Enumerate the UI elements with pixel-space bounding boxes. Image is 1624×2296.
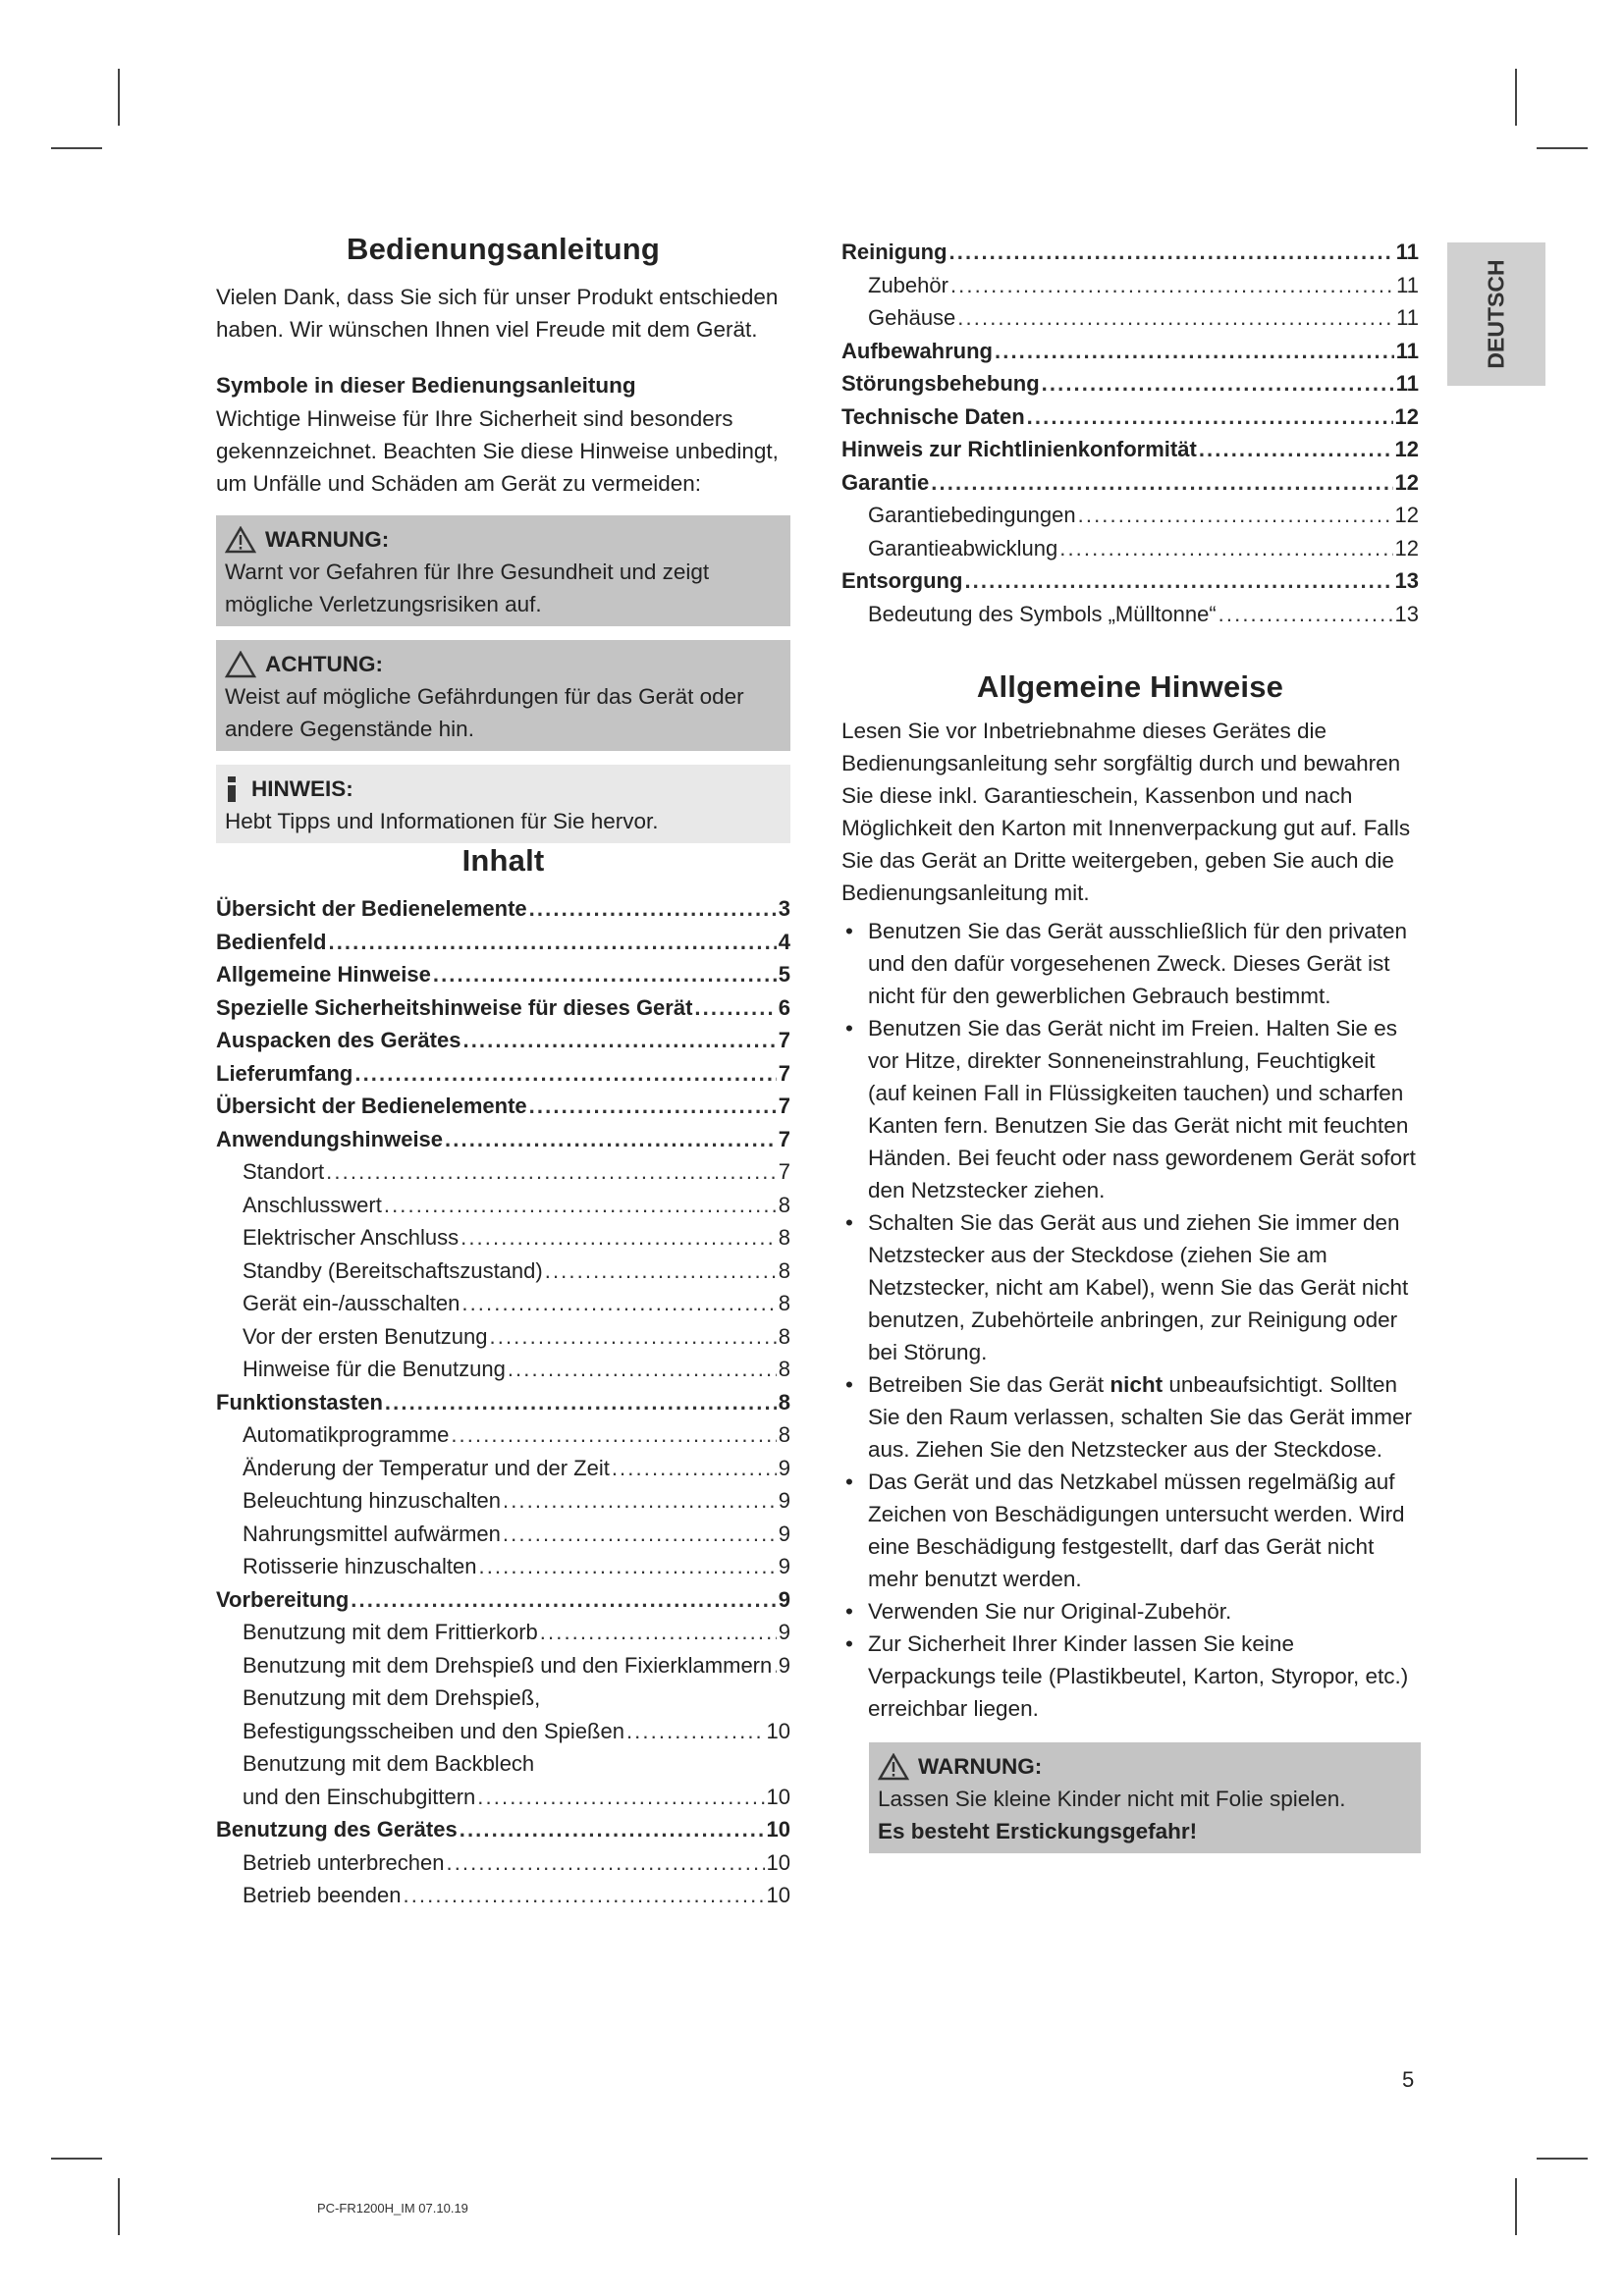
toc-entry-page: 11	[1395, 338, 1419, 363]
toc-entry-title: Aufbewahrung	[841, 338, 993, 363]
toc-entry-title: Nahrungsmittel aufwärmen	[243, 1521, 501, 1546]
crop-mark	[1515, 69, 1517, 126]
toc-entry	[216, 1287, 790, 1320]
toc-entry-page: 10	[766, 1817, 790, 1842]
toc-entry-page: 10	[766, 1784, 790, 1809]
toc-entry-page: 11	[1395, 371, 1419, 396]
toc-leader-dots	[461, 1287, 776, 1320]
page-number: 5	[1402, 2067, 1415, 2092]
toc-entry-page: 8	[778, 1291, 790, 1315]
toc-entry-title: Rotisserie hinzuschalten	[243, 1554, 477, 1578]
language-tab-label: DEUTSCH	[1483, 259, 1509, 369]
toc-entry-title: Benutzung mit dem Drehspieß und den Fixierklammern	[243, 1652, 773, 1678]
toc-entry-title: Funktionstasten	[216, 1389, 383, 1415]
toc-entry-title: Betrieb beenden	[243, 1883, 402, 1907]
toc-entry-title: Beleuchtung hinzuschalten	[243, 1488, 501, 1513]
caution-text: Weist auf mögliche Gefährdungen für das Gerät oder andere Gegenstände hin.	[225, 684, 744, 741]
toc-entry-title: Automatikprogramme	[243, 1422, 450, 1447]
toc-entry	[841, 466, 1419, 500]
toc-leader-dots	[1027, 400, 1393, 434]
toc-entry-page: 9	[778, 1455, 790, 1480]
manual-title: Bedienungsanleitung	[347, 232, 660, 266]
crop-mark	[1537, 2158, 1588, 2160]
list-item: • Schalten Sie das Gerät aus und ziehen Sie immer den Netzstecker aus der Steckdose (ziehen Sie am Netzstecker, nicht am Kabel), wenn Sie das Gerät nicht benutzen, Zubehörteile anbringen, zur Reinigung oder bei Störung.	[845, 1210, 1409, 1364]
toc-entry	[216, 1452, 790, 1485]
note-text: Hebt Tipps und Informationen für Sie hervor.	[225, 809, 659, 833]
toc-entry	[216, 892, 790, 926]
toc-entry-title: Hinweis zur Richtlinienkonformität	[841, 437, 1197, 461]
toc-entry-page: 12	[1394, 535, 1419, 561]
toc-entry-title: Übersicht der Bedienelemente	[216, 896, 527, 921]
toc-entry	[216, 1649, 790, 1682]
toc-leader-dots	[774, 1649, 777, 1682]
toc-entry-page: 7	[778, 1126, 790, 1151]
footer-code: PC-FR1200H_IM 07.10.19	[317, 2201, 468, 2216]
toc-entry-title: Anwendungshinweise	[216, 1126, 444, 1151]
toc-leader-dots	[612, 1452, 777, 1485]
general-bullets	[841, 915, 1419, 1725]
toc-entry-page: 8	[778, 1323, 790, 1349]
note-box	[216, 765, 790, 843]
toc-entry-page: 4	[778, 929, 790, 954]
toc-entry-page: 12	[1394, 437, 1419, 461]
symbols-heading: Symbole in dieser Bedienungsanleitung	[216, 373, 636, 398]
toc-entry-title: Allgemeine Hinweise	[216, 962, 431, 987]
toc-entry-page: 10	[766, 1718, 790, 1743]
toc-entry-title: Vor der ersten Benutzung	[243, 1323, 488, 1349]
toc-entry-title: Auspacken des Gerätes	[216, 1028, 461, 1052]
toc-entry	[216, 1418, 790, 1452]
toc-entry-page: 10	[766, 1883, 790, 1907]
toc-entry-title: Übersicht der Bedienelemente	[216, 1094, 527, 1118]
toc-entry-page: 9	[778, 1488, 790, 1513]
list-item: • Verwenden Sie nur Original-Zubehör.	[845, 1599, 1232, 1624]
toc-entry	[216, 1715, 790, 1748]
toc-leader-dots	[503, 1484, 777, 1518]
toc-entry-page: 8	[778, 1389, 790, 1415]
toc-entry-title: Elektrischer Anschluss	[243, 1225, 460, 1250]
children-warning-box	[869, 1742, 1421, 1853]
toc-entry	[216, 1189, 790, 1222]
toc-leader-dots	[931, 466, 1392, 500]
toc-entry-page: 12	[1394, 503, 1419, 527]
crop-mark	[51, 147, 102, 149]
toc-leader-dots	[626, 1715, 765, 1748]
toc-leader-dots	[1218, 598, 1393, 631]
right-column	[841, 236, 1419, 1853]
toc-entry-title: Vorbereitung	[216, 1586, 350, 1612]
warning-triangle-icon	[225, 526, 256, 554]
caution-triangle-icon	[225, 651, 256, 678]
children-warning-bold: Es besteht Erstickungsgefahr!	[878, 1819, 1198, 1843]
toc-leader-dots	[1042, 367, 1394, 400]
symbols-text: Wichtige Hinweise für Ihre Sicherheit sind besonders gekennzeichnet. Beachten Sie diese Hinweise unbedingt, um Unfälle und Schäden am Gerät zu vermeiden:	[216, 406, 779, 496]
toc-entry-page: 8	[778, 1257, 790, 1283]
toc-entry-page: 12	[1394, 469, 1419, 495]
toc-entry	[216, 1155, 790, 1189]
list-item: • Zur Sicherheit Ihrer Kinder lassen Sie keine Verpackungs teile (Plastikbeutel, Karton, Styropor, etc.) erreichbar liegen.	[845, 1631, 1409, 1721]
toc-entry-page: 12	[1394, 403, 1419, 429]
toc-entry-title: und den Einschubgittern	[243, 1784, 476, 1809]
toc-entry-page: 9	[778, 1586, 790, 1612]
toc-entry	[841, 335, 1419, 368]
toc-leader-dots	[326, 1155, 777, 1189]
toc-entry-page: 8	[778, 1192, 790, 1217]
toc-entry-page: 5	[778, 962, 790, 987]
crop-mark	[118, 69, 120, 126]
toc-entry-title: Reinigung	[841, 240, 947, 264]
toc-leader-dots	[694, 991, 776, 1025]
toc-entry-title: Garantieabwicklung	[868, 535, 1058, 561]
toc-entry	[841, 532, 1419, 565]
toc-entry	[841, 367, 1419, 400]
toc-entry-title: Bedeutung des Symbols „Mülltonne“	[868, 601, 1217, 626]
toc-entry	[841, 301, 1419, 335]
warning-triangle-icon	[878, 1753, 909, 1781]
toc-entry	[841, 499, 1419, 532]
toc-entry-title: Hinweise für die Benutzung	[243, 1357, 506, 1381]
toc-entry	[216, 1320, 790, 1354]
crop-mark	[1537, 147, 1588, 149]
toc-entry-title: Garantie	[841, 469, 930, 495]
toc-entry	[841, 236, 1419, 269]
toc-entry-page: 7	[778, 1159, 790, 1184]
toc-entry	[216, 1090, 790, 1123]
toc-entry-page: 7	[778, 1094, 790, 1118]
toc-leader-dots	[957, 301, 1394, 335]
toc-entry-title: Garantiebedingungen	[868, 503, 1076, 527]
toc-leader-dots	[529, 1090, 777, 1123]
toc-leader-dots	[385, 1386, 777, 1419]
general-intro: Lesen Sie vor Inbetriebnahme dieses Gerätes die Bedienungsanleitung sehr sorgfältig durch und bewahren Sie diese inkl. Garantieschein, Kassenbon und nach Möglichkeit den Karton mit Innenverpackung gut auf. Falls Sie das Gerät an Dritte weitergeben, geben Sie auch die Bedienungsanleitung mit.	[841, 719, 1411, 905]
toc-entry-page: 8	[778, 1225, 790, 1250]
toc-leader-dots	[460, 1813, 765, 1846]
toc-entry-title: Bedienfeld	[216, 929, 327, 954]
toc-leader-dots	[1199, 433, 1393, 466]
toc-entry	[216, 1484, 790, 1518]
toc-entry-title: Gehäuse	[868, 305, 956, 330]
toc-entry-page: 11	[1396, 305, 1419, 330]
toc-leader-dots	[1059, 532, 1392, 565]
toc-leader-dots	[462, 1024, 776, 1057]
toc-entry	[216, 1353, 790, 1386]
toc-entry	[841, 400, 1419, 434]
toc-entry	[216, 1550, 790, 1583]
toc-leader-dots	[503, 1518, 777, 1551]
toc-entry-page: 13	[1394, 568, 1419, 593]
info-icon	[225, 775, 243, 803]
toc-leader-dots	[403, 1879, 764, 1912]
toc-entry-page: 9	[778, 1554, 790, 1578]
toc-entry-page: 11	[1396, 272, 1419, 297]
list-item: • Benutzen Sie das Gerät ausschließlich für den privaten und den dafür vorgesehenen Zweck. Dieses Gerät ist nicht für den gewerblichen Gebrauch bestimmt.	[845, 919, 1408, 1008]
toc-entry	[216, 1682, 790, 1715]
toc-entry	[216, 1221, 790, 1255]
toc-entry	[216, 1747, 790, 1781]
toc-leader-dots	[490, 1320, 777, 1354]
crop-mark	[118, 2178, 120, 2235]
toc-entry	[216, 1255, 790, 1288]
toc-leader-dots	[995, 335, 1394, 368]
toc-entry-title: Benutzung mit dem Drehspieß,	[243, 1685, 541, 1710]
toc-entry	[841, 564, 1419, 598]
toc-entry	[216, 958, 790, 991]
toc-entry-page: 3	[778, 896, 790, 921]
toc-entry-title: Benutzung des Gerätes	[216, 1817, 458, 1842]
toc-leader-dots	[445, 1123, 777, 1156]
warning-box	[216, 515, 790, 626]
toc-left-list	[216, 892, 790, 1912]
toc-leader-dots	[545, 1255, 777, 1288]
toc-entry-page: 13	[1394, 601, 1419, 626]
toc-leader-dots	[328, 926, 776, 959]
general-title: Allgemeine Hinweise	[976, 669, 1284, 704]
crop-mark	[51, 2158, 102, 2160]
toc-entry-title: Standby (Bereitschaftszustand)	[243, 1257, 543, 1283]
toc-entry-title: Spezielle Sicherheitshinweise für dieses Gerät	[216, 994, 693, 1020]
toc-leader-dots	[351, 1583, 776, 1617]
intro-text: Vielen Dank, dass Sie sich für unser Produkt entschieden haben. Wir wünschen Ihnen viel Freude mit dem Gerät.	[216, 285, 779, 342]
toc-entry	[216, 1846, 790, 1880]
list-item: • Betreiben Sie das Gerät nicht unbeaufsichtigt. Sollten Sie den Raum verlassen, schalten Sie das Gerät immer aus. Ziehen Sie den Netzstecker aus der Steckdose.	[845, 1372, 1412, 1462]
toc-entry-page: 11	[1395, 240, 1419, 264]
toc-entry	[216, 926, 790, 959]
left-column	[216, 232, 790, 1912]
toc-leader-dots	[446, 1846, 764, 1880]
note-label: HINWEIS:	[251, 776, 353, 801]
list-item: • Das Gerät und das Netzkabel müssen regelmäßig auf Zeichen von Beschädigungen untersucht werden. Wird eine Beschädigung festgestellt, darf das Gerät nicht mehr benutzt werden.	[845, 1469, 1405, 1591]
toc-entry-title: Änderung der Temperatur und der Zeit	[243, 1455, 610, 1480]
toc-entry-title: Betrieb unterbrechen	[243, 1849, 445, 1875]
toc-entry-title: Benutzung mit dem Frittierkorb	[243, 1620, 538, 1644]
toc-entry-title: Benutzung mit dem Backblech	[243, 1751, 535, 1776]
toc-title: Inhalt	[461, 843, 545, 878]
toc-leader-dots	[451, 1418, 776, 1452]
toc-entry-title: Befestigungsscheiben und den Spießen	[243, 1718, 624, 1743]
toc-leader-dots	[964, 564, 1392, 598]
toc-entry-page: 9	[778, 1652, 790, 1678]
toc-entry	[216, 1879, 790, 1912]
warning-label: WARNUNG:	[265, 527, 390, 552]
toc-leader-dots	[354, 1057, 776, 1091]
toc-leader-dots	[384, 1189, 777, 1222]
toc-leader-dots	[477, 1781, 764, 1814]
children-warning-label: WARNUNG:	[918, 1754, 1043, 1779]
toc-leader-dots	[529, 892, 777, 926]
toc-leader-dots	[460, 1221, 777, 1255]
toc-entry-page: 6	[778, 994, 790, 1020]
toc-entry-title: Technische Daten	[841, 403, 1025, 429]
toc-leader-dots	[1078, 499, 1393, 532]
toc-leader-dots	[540, 1616, 777, 1649]
toc-entry-title: Entsorgung	[841, 568, 963, 593]
caution-box	[216, 640, 790, 751]
toc-entry-page: 9	[778, 1521, 790, 1546]
toc-entry	[216, 1057, 790, 1091]
list-item: • Benutzen Sie das Gerät nicht im Freien. Halten Sie es vor Hitze, direkter Sonneneinstrahlung, Feuchtigkeit (auf keinen Fall in Flüssigkeiten tauchen) und scharfen Kanten fern. Benutzen Sie das Gerät nicht mit feuchten Händen. Bei feucht oder nass gewordenem Gerät sofort den Netzstecker ziehen.	[845, 1016, 1416, 1202]
toc-entry	[216, 1781, 790, 1814]
toc-entry	[216, 1123, 790, 1156]
toc-entry-title: Störungsbehebung	[841, 371, 1040, 396]
toc-entry-title: Zubehör	[868, 272, 948, 297]
toc-entry-title: Gerät ein-/ausschalten	[243, 1291, 460, 1315]
toc-entry-title: Anschlusswert	[243, 1192, 382, 1217]
toc-right-list	[841, 236, 1419, 630]
toc-entry	[216, 991, 790, 1025]
toc-leader-dots	[478, 1550, 776, 1583]
toc-entry	[216, 1518, 790, 1551]
toc-entry	[841, 598, 1419, 631]
toc-entry-title: Standort	[243, 1159, 325, 1184]
toc-entry	[216, 1386, 790, 1419]
toc-entry-page: 9	[778, 1620, 790, 1644]
toc-entry	[841, 433, 1419, 466]
toc-leader-dots	[950, 269, 1394, 302]
toc-entry-title: Lieferumfang	[216, 1060, 353, 1086]
toc-entry-page: 8	[778, 1422, 790, 1447]
children-warning-text: Lassen Sie kleine Kinder nicht mit Folie spielen.	[878, 1787, 1346, 1811]
toc-leader-dots	[949, 236, 1394, 269]
toc-leader-dots	[508, 1353, 777, 1386]
warning-text: Warnt vor Gefahren für Ihre Gesundheit und zeigt mögliche Verletzungsrisiken auf.	[225, 560, 710, 616]
toc-entry-page: 7	[778, 1028, 790, 1052]
toc-entry-page: 7	[778, 1060, 790, 1086]
toc-entry	[216, 1813, 790, 1846]
toc-entry-page: 8	[778, 1357, 790, 1381]
toc-leader-dots	[433, 958, 777, 991]
toc-entry	[841, 269, 1419, 302]
caution-label: ACHTUNG:	[265, 652, 383, 676]
toc-entry	[216, 1024, 790, 1057]
toc-entry	[216, 1583, 790, 1617]
language-tab	[1447, 242, 1545, 386]
toc-entry-page: 10	[766, 1849, 790, 1875]
toc-entry	[216, 1616, 790, 1649]
crop-mark	[1515, 2178, 1517, 2235]
